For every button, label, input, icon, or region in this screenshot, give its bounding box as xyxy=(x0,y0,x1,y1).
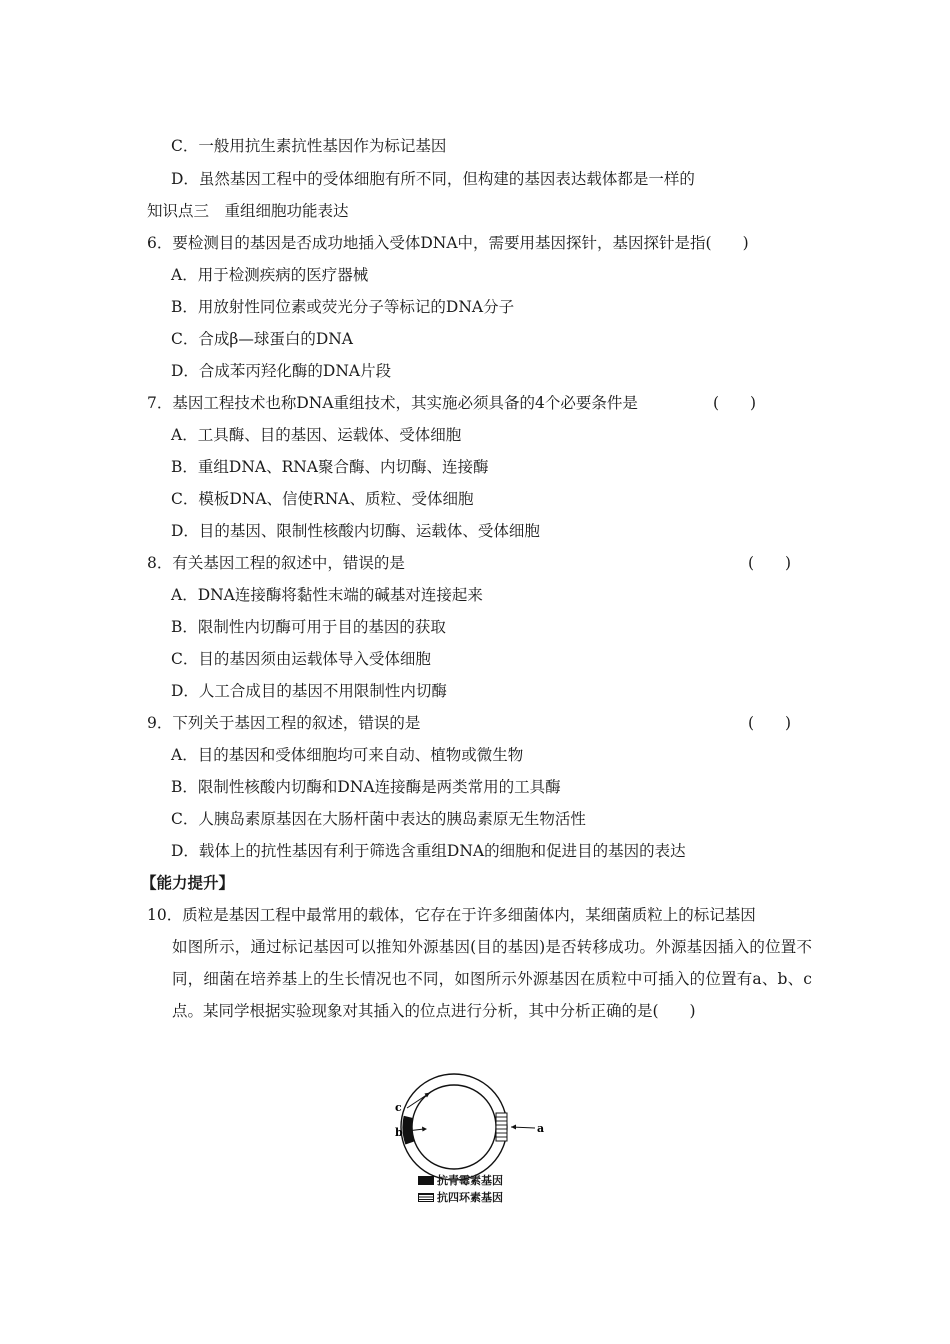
q7-answer-paren: ( ) xyxy=(713,394,757,412)
q8-answer-paren: ( ) xyxy=(748,554,792,572)
q8-option-d: D．人工合成目的基因不用限制性内切酶 xyxy=(171,682,447,700)
q7-option-b: B．重组DNA、RNA聚合酶、内切酶、连接酶 xyxy=(171,458,489,476)
q9-option-d: D．载体上的抗性基因有利于筛选含重组DNA的细胞和促进目的基因的表达 xyxy=(171,842,686,860)
q7-option-a: A．工具酶、目的基因、运载体、受体细胞 xyxy=(171,426,462,444)
legend-swatch-black xyxy=(418,1176,434,1185)
label-b: b xyxy=(395,1126,403,1139)
q7-stem: 7．基因工程技术也称DNA重组技术，其实施必须具备的4个必要条件是 xyxy=(147,394,638,412)
q5-option-c: C．一般用抗生素抗性基因作为标记基因 xyxy=(171,137,447,155)
q9-answer-paren: ( ) xyxy=(748,714,792,732)
q10-stem-first-line: 10．质粒是基因工程中最常用的载体，它存在于许多细菌体内，某细菌质粒上的标记基因 xyxy=(147,906,756,924)
q8-option-b: B．限制性内切酶可用于目的基因的获取 xyxy=(171,618,446,636)
q7-option-d: D．目的基因、限制性核酸内切酶、运载体、受体细胞 xyxy=(171,522,540,540)
q6-option-a: A．用于检测疾病的医疗器械 xyxy=(171,266,369,284)
legend-swatch-striped xyxy=(418,1193,434,1202)
q9-option-b: B．限制性核酸内切酶和DNA连接酶是两类常用的工具酶 xyxy=(171,778,561,796)
q8-option-c: C．目的基因须由运载体导入受体细胞 xyxy=(171,650,431,668)
q9-stem: 9．下列关于基因工程的叙述，错误的是 xyxy=(147,714,421,732)
section-title: 知识点三 重组细胞功能表达 xyxy=(147,202,349,220)
label-c: c xyxy=(395,1101,402,1114)
label-a: a xyxy=(537,1122,545,1135)
legend-penicillin-label: 抗青霉素基因 xyxy=(437,1174,503,1187)
legend-penicillin xyxy=(418,1172,503,1188)
q6-stem: 6．要检测目的基因是否成功地插入受体DNA中，需要用基因探针，基因探针是指( ) xyxy=(147,234,749,252)
q10-stem-continuation: 如图所示，通过标记基因可以推知外源基因(目的基因)是否转移成功。外源基因插入的位置不同，细菌在培养基上的生长情况也不同，如图所示外源基因在质粒中可插入的位置有a、b、c点。某同学根据实验现象对其插入的位点进行分析，其中分析正确的是( ) xyxy=(172,938,812,1020)
q8-stem: 8．有关基因工程的叙述中，错误的是 xyxy=(147,554,405,572)
legend-tetracycline-label: 抗四环素基因 xyxy=(437,1191,503,1204)
legend-tetracycline xyxy=(418,1189,503,1205)
tetracycline-resistance-gene xyxy=(496,1113,507,1141)
q8-option-a: A．DNA连接酶将黏性末端的碱基对连接起来 xyxy=(171,586,483,604)
q7-option-c: C．模板DNA、信使RNA、质粒、受体细胞 xyxy=(171,490,474,508)
q6-option-d: D．合成苯丙羟化酶的DNA片段 xyxy=(171,362,392,380)
q5-option-d: D．虽然基因工程中的受体细胞有所不同，但构建的基因表达载体都是一样的 xyxy=(171,170,695,188)
q6-option-c: C．合成β—球蛋白的DNA xyxy=(171,330,354,348)
q9-option-c: C．人胰岛素原基因在大肠杆菌中表达的胰岛素原无生物活性 xyxy=(171,810,586,828)
q6-option-b: B．用放射性同位素或荧光分子等标记的DNA分子 xyxy=(171,298,515,316)
section-heading-ability: 【能力提升】 xyxy=(141,873,235,892)
q9-option-a: A．目的基因和受体细胞均可来自动、植物或微生物 xyxy=(171,746,524,764)
